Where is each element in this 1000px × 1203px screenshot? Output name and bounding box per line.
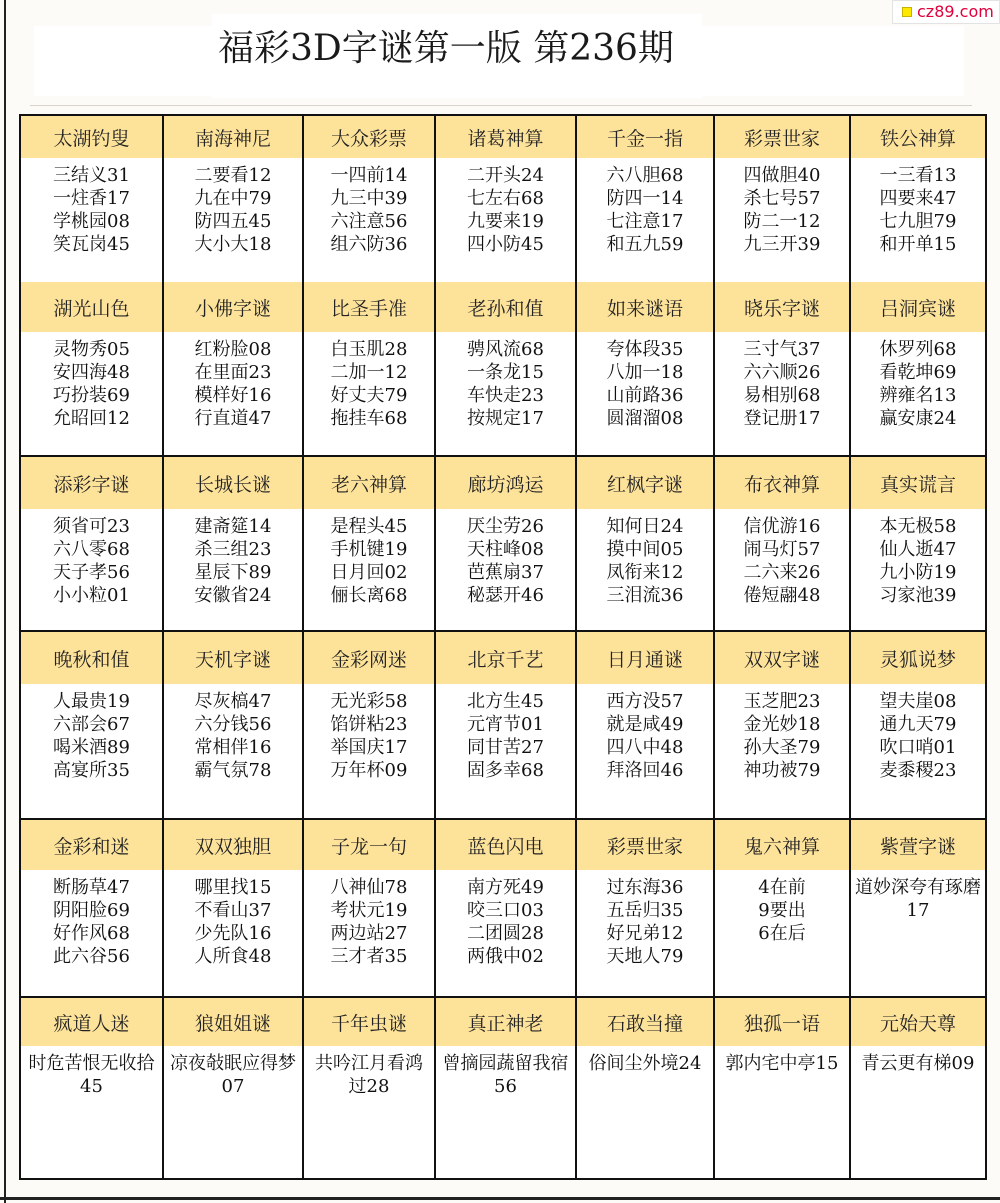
column-header: 天机字谜	[162, 632, 302, 684]
column-header: 独孤一语	[713, 998, 849, 1046]
column-header: 添彩字谜	[53, 473, 130, 496]
column-header: 双双字谜	[713, 632, 849, 684]
riddle-line: 不看山37	[194, 900, 272, 921]
riddle-line: 人最贵19	[53, 691, 130, 712]
riddle-line: 固多幸68	[467, 760, 544, 781]
riddle-line: 好兄弟12	[606, 923, 684, 944]
header-row	[21, 457, 985, 511]
riddle-line: 望夫崖08	[879, 691, 957, 712]
riddle-cell	[713, 332, 849, 455]
column-header: 太湖钓叟	[53, 127, 130, 150]
title-divider	[30, 105, 972, 106]
riddle-line: 麦黍稷23	[879, 760, 957, 781]
riddle-line: 九三开39	[743, 234, 821, 255]
bottom-frame-line	[0, 1197, 1000, 1200]
riddle-cell	[575, 332, 713, 455]
column-header: 灵狐说梦	[849, 632, 985, 684]
riddle-line: 六八胆68	[606, 165, 684, 186]
riddle-line: 无光彩58	[330, 691, 408, 712]
riddle-line: 9要出	[758, 900, 806, 921]
riddle-line: 学桃园08	[53, 211, 130, 232]
riddle-line: 三泪流36	[606, 585, 684, 606]
riddle-line: 模样好16	[194, 385, 272, 406]
riddle-line: 俗间尘外境24	[588, 1053, 702, 1074]
riddle-line: 须省可23	[53, 516, 130, 537]
riddle-line: 四要来47	[879, 188, 957, 209]
riddle-cell	[21, 158, 162, 282]
watermark-text: cz89.com	[917, 2, 994, 21]
riddle-cell	[713, 509, 849, 630]
riddle-cell	[302, 332, 434, 455]
riddle-line: 神功被79	[743, 760, 821, 781]
riddle-line: 是程头45	[330, 516, 408, 537]
riddle-cell	[849, 684, 985, 818]
column-header: 比圣手准	[302, 282, 434, 332]
riddle-line: 凉夜敧眠应得梦07	[170, 1053, 296, 1097]
riddle-cell	[849, 158, 985, 282]
riddle-line: 同甘苦27	[467, 737, 544, 758]
riddle-line: 西方没57	[606, 691, 684, 712]
column-header: 石敢当撞	[575, 998, 713, 1046]
column-header: 真正神老	[434, 998, 575, 1046]
riddle-line: 九三中39	[330, 188, 408, 209]
riddle-line: 知何日24	[606, 516, 684, 537]
riddle-line: 一四前14	[330, 165, 408, 186]
riddle-line: 易相别68	[743, 385, 821, 406]
riddle-line: 和五九59	[606, 234, 684, 255]
riddle-line: 一三看13	[879, 165, 957, 186]
riddle-cell	[434, 684, 575, 818]
riddle-line: 霸气氛78	[194, 760, 272, 781]
riddle-line: 北方生45	[467, 691, 544, 712]
riddle-line: 喝米酒89	[53, 737, 130, 758]
riddle-cell	[302, 870, 434, 996]
riddle-line: 杀七号57	[743, 188, 821, 209]
riddle-line: 时危苦恨无收拾45	[28, 1053, 155, 1097]
riddle-line: 少先队16	[194, 923, 272, 944]
riddle-line: 三结义31	[53, 165, 130, 186]
riddle-line: 六六顺26	[743, 362, 821, 383]
riddle-line: 和开单15	[879, 234, 957, 255]
riddle-line: 八加一18	[606, 362, 684, 383]
riddle-line: 笑瓦岗45	[53, 234, 130, 255]
column-header: 千金一指	[575, 116, 713, 158]
riddle-line: 二要看12	[194, 165, 272, 186]
riddle-line: 大小大18	[194, 234, 272, 255]
riddle-line: 在里面23	[194, 362, 272, 383]
riddle-cell	[21, 1046, 162, 1178]
column-header: 真实谎言	[849, 457, 985, 509]
riddle-line: 二六来26	[743, 562, 821, 583]
riddle-line: 举国庆17	[330, 737, 408, 758]
riddle-cell	[21, 332, 162, 455]
riddle-line: 按规定17	[467, 408, 544, 429]
riddle-line: 拜洛回46	[606, 760, 684, 781]
riddle-line: 三寸气37	[743, 339, 821, 360]
riddle-line: 玉芝肥23	[743, 691, 821, 712]
riddle-line: 常相伴16	[194, 737, 272, 758]
riddle-line: 六八零68	[53, 539, 130, 560]
riddle-line: 人所食48	[194, 946, 272, 967]
riddle-line: 休罗列68	[879, 339, 957, 360]
title-backdrop-left	[34, 26, 212, 96]
riddle-line: 七注意17	[606, 211, 684, 232]
riddle-line: 八神仙78	[330, 877, 408, 898]
column-header: 老孙和值	[434, 282, 575, 332]
riddle-line: 白玉肌28	[330, 339, 408, 360]
left-frame-line	[4, 0, 6, 1203]
riddle-cell	[575, 870, 713, 996]
riddle-cell	[162, 509, 302, 630]
riddle-line: 七九胆79	[879, 211, 957, 232]
riddle-cell	[162, 1046, 302, 1178]
riddle-line: 安徽省24	[194, 585, 272, 606]
riddle-line: 天子孝56	[53, 562, 130, 583]
column-header: 诸葛神算	[434, 116, 575, 158]
riddle-line: 共吟江月看鸿过28	[315, 1053, 423, 1097]
riddle-line: 摸中间05	[606, 539, 684, 560]
content-row	[21, 870, 985, 998]
riddle-line: 倦短翮48	[743, 585, 821, 606]
riddle-line: 过东海36	[606, 877, 684, 898]
riddle-line: 青云更有梯09	[861, 1053, 975, 1074]
riddle-line: 防二一12	[743, 211, 821, 232]
riddle-cell	[162, 332, 302, 455]
riddle-line: 道妙深夸有琢磨17	[855, 877, 981, 921]
riddle-cell	[302, 509, 434, 630]
riddle-line: 小小粒01	[53, 585, 130, 606]
riddle-line: 二开头24	[467, 165, 544, 186]
title-backdrop-right	[702, 26, 964, 96]
riddle-line: 辨雍名13	[879, 385, 957, 406]
riddle-cell	[302, 684, 434, 818]
riddle-line: 星辰下89	[194, 562, 272, 583]
riddle-line: 天柱峰08	[467, 539, 544, 560]
column-header: 鬼六神算	[713, 820, 849, 870]
riddle-line: 考状元19	[330, 900, 408, 921]
riddle-line: 建斋筵14	[194, 516, 272, 537]
riddle-cell	[162, 870, 302, 996]
riddle-line: 俪长离68	[330, 585, 408, 606]
riddle-line: 好作风68	[53, 923, 130, 944]
riddle-line: 本无极58	[879, 516, 957, 537]
riddle-line: 行直道47	[194, 408, 272, 429]
content-row	[21, 158, 985, 284]
riddle-line: 闹马灯57	[743, 539, 821, 560]
riddle-line: 圆溜溜08	[606, 408, 684, 429]
page-title: 福彩3D字谜第一版 第236期	[218, 28, 674, 69]
column-header: 布衣神算	[713, 457, 849, 509]
riddle-line: 信优游16	[743, 516, 821, 537]
riddle-line: 南方死49	[467, 877, 544, 898]
riddle-line: 凤衔来12	[606, 562, 684, 583]
content-row	[21, 1046, 985, 1180]
column-header: 疯道人迷	[53, 1012, 130, 1035]
riddle-line: 夸体段35	[606, 339, 684, 360]
riddle-line: 习家池39	[879, 585, 957, 606]
riddle-line: 厌尘劳26	[467, 516, 544, 537]
content-row	[21, 684, 985, 820]
riddle-line: 一炷香17	[53, 188, 130, 209]
riddle-cell	[849, 870, 985, 996]
content-row	[21, 332, 985, 457]
riddle-line: 吹口哨01	[879, 737, 957, 758]
content-row	[21, 509, 985, 632]
column-header: 双双独胆	[162, 820, 302, 870]
watermark-badge	[892, 0, 1000, 24]
column-header: 狼姐姐谜	[162, 998, 302, 1046]
riddle-line: 两俄中02	[467, 946, 544, 967]
column-header: 吕洞宾谜	[849, 282, 985, 332]
riddle-line: 九要来19	[467, 211, 544, 232]
riddle-line: 金光妙18	[743, 714, 821, 735]
header-row	[21, 116, 985, 160]
column-header: 如来谜语	[575, 282, 713, 332]
column-header: 湖光山色	[53, 297, 130, 320]
riddle-line: 允昭回12	[53, 408, 130, 429]
riddle-line: 看乾坤69	[879, 362, 957, 383]
column-header: 晓乐字谜	[713, 282, 849, 332]
column-header: 晚秋和值	[53, 648, 130, 671]
riddle-table	[19, 114, 987, 1180]
column-header: 北京千艺	[434, 632, 575, 684]
riddle-cell	[434, 870, 575, 996]
column-header: 元始天尊	[849, 998, 985, 1046]
column-header: 红枫字谜	[575, 457, 713, 509]
riddle-line: 车快走23	[467, 385, 544, 406]
riddle-line: 红粉脸08	[194, 339, 272, 360]
riddle-line: 一条龙15	[467, 362, 544, 383]
riddle-line: 三才者35	[330, 946, 408, 967]
riddle-line: 骋风流68	[467, 339, 544, 360]
riddle-line: 二加一12	[330, 362, 408, 383]
riddle-line: 郭内宅中亭15	[725, 1053, 839, 1074]
riddle-cell	[302, 158, 434, 282]
column-header: 老六神算	[302, 457, 434, 509]
riddle-cell	[434, 332, 575, 455]
riddle-line: 此六谷56	[53, 946, 130, 967]
column-header: 金彩和迷	[53, 835, 130, 858]
riddle-line: 杀三组23	[194, 539, 272, 560]
riddle-line: 七左右68	[467, 188, 544, 209]
riddle-cell	[575, 684, 713, 818]
header-row	[21, 282, 985, 334]
riddle-line: 四做胆40	[743, 165, 821, 186]
riddle-cell	[713, 684, 849, 818]
riddle-line: 6在后	[758, 923, 806, 944]
riddle-cell	[849, 332, 985, 455]
column-header: 彩票世家	[713, 116, 849, 158]
column-header: 大众彩票	[302, 116, 434, 158]
riddle-line: 巧扮装69	[53, 385, 130, 406]
riddle-line: 就是咸49	[606, 714, 684, 735]
riddle-line: 两边站27	[330, 923, 408, 944]
riddle-cell	[849, 509, 985, 630]
header-row	[21, 820, 985, 872]
riddle-cell	[21, 870, 162, 996]
riddle-line: 通九天79	[879, 714, 957, 735]
riddle-line: 尽灰槁47	[194, 691, 272, 712]
column-header: 小佛字谜	[162, 282, 302, 332]
header-row	[21, 632, 985, 686]
riddle-line: 曾摘园蔬留我宿56	[442, 1053, 569, 1097]
header-row	[21, 998, 985, 1048]
riddle-cell	[575, 158, 713, 282]
column-header: 南海神尼	[162, 116, 302, 158]
column-header: 千年虫谜	[302, 998, 434, 1046]
riddle-line: 芭蕉扇37	[467, 562, 544, 583]
riddle-cell	[849, 1046, 985, 1178]
riddle-line: 九在中79	[194, 188, 272, 209]
riddle-line: 登记册17	[743, 408, 821, 429]
riddle-cell	[434, 158, 575, 282]
riddle-line: 万年杯09	[330, 760, 408, 781]
riddle-line: 咬三口03	[467, 900, 544, 921]
riddle-line: 四小防45	[467, 234, 544, 255]
riddle-cell	[713, 1046, 849, 1178]
riddle-line: 防四一14	[606, 188, 684, 209]
column-header: 子龙一句	[302, 820, 434, 870]
riddle-line: 哪里找15	[194, 877, 272, 898]
riddle-line: 馅饼粘23	[330, 714, 408, 735]
riddle-line: 安四海48	[53, 362, 130, 383]
riddle-cell	[302, 1046, 434, 1178]
riddle-line: 4在前	[758, 877, 806, 898]
riddle-cell	[21, 684, 162, 818]
riddle-line: 孙大圣79	[743, 737, 821, 758]
column-header: 蓝色闪电	[434, 820, 575, 870]
riddle-line: 六分钱56	[194, 714, 272, 735]
riddle-line: 元宵节01	[467, 714, 544, 735]
riddle-line: 山前路36	[606, 385, 684, 406]
riddle-line: 手机键19	[330, 539, 408, 560]
column-header: 紫萱字谜	[849, 820, 985, 870]
riddle-line: 灵物秀05	[53, 339, 130, 360]
riddle-line: 二团圆28	[467, 923, 544, 944]
riddle-line: 秘瑟开46	[467, 585, 544, 606]
riddle-cell	[434, 509, 575, 630]
riddle-line: 好丈夫79	[330, 385, 408, 406]
riddle-cell	[434, 1046, 575, 1178]
riddle-line: 拖挂车68	[330, 408, 408, 429]
riddle-line: 仙人逝47	[879, 539, 957, 560]
riddle-line: 赢安康24	[879, 408, 957, 429]
column-header: 长城长谜	[162, 457, 302, 509]
riddle-line: 九小防19	[879, 562, 957, 583]
riddle-line: 日月回02	[330, 562, 408, 583]
riddle-line: 六注意56	[330, 211, 408, 232]
riddle-line: 断肠草47	[53, 877, 130, 898]
yellow-square-icon	[902, 7, 912, 17]
riddle-cell	[162, 684, 302, 818]
riddle-cell	[713, 158, 849, 282]
riddle-line: 组六防36	[330, 234, 408, 255]
riddle-cell	[162, 158, 302, 282]
column-header: 廊坊鸿运	[434, 457, 575, 509]
column-header: 日月通谜	[575, 632, 713, 684]
riddle-cell	[575, 1046, 713, 1178]
riddle-cell	[713, 870, 849, 996]
column-header: 铁公神算	[849, 116, 985, 158]
riddle-line: 高宴所35	[53, 760, 130, 781]
riddle-line: 天地人79	[606, 946, 684, 967]
riddle-line: 阴阳脸69	[53, 900, 130, 921]
column-header: 彩票世家	[575, 820, 713, 870]
riddle-line: 防四五45	[194, 211, 272, 232]
column-header: 金彩网迷	[302, 632, 434, 684]
riddle-line: 四八中48	[606, 737, 684, 758]
riddle-line: 五岳归35	[606, 900, 684, 921]
riddle-cell	[21, 509, 162, 630]
riddle-cell	[575, 509, 713, 630]
riddle-line: 六部会67	[53, 714, 130, 735]
